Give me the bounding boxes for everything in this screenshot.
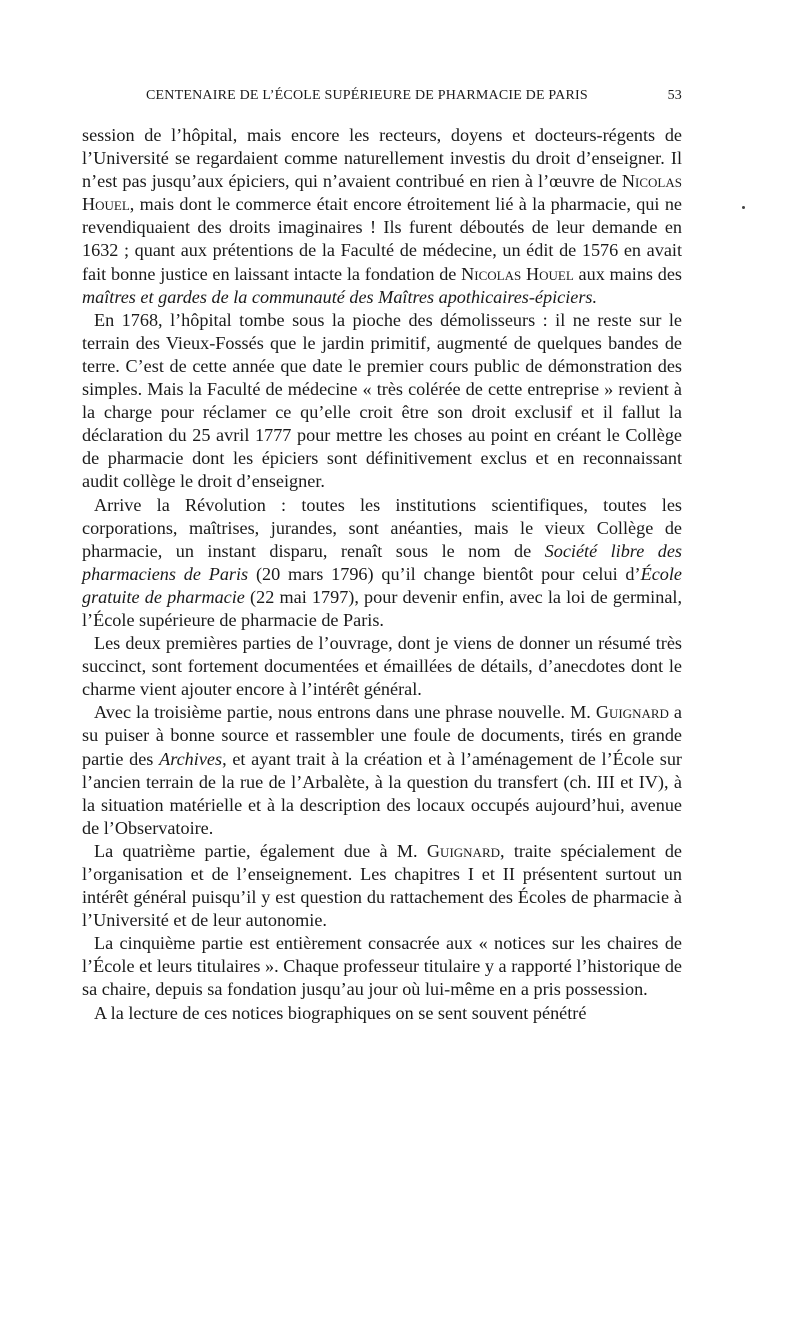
paragraph-2: En 1768, l’hôpital tombe sous la pioche des démolisseurs : il ne reste sur le terrain des Vieux-Fossés que le jardin primitif, augmenté de quelques bandes de terre. C’est de cette année que date le premier cours public de démonstration des simples. Mais la Faculté de médecine « très colérée de cette entreprise » revient à la charge pour réclamer ce qu’elle croit être son droit exclusif et il fallut la déclaration du 25 avril 1777 pour mettre les choses au point en créant le Collège de pharmacie dont les épiciers sont définitivement exclus et en reconnaissant audit collège le droit d’enseigner. — [82, 309, 682, 492]
paragraph-3-text-c: (22 mai 1797), pour devenir enfin, avec la loi de germinal, l’École supérieure de pharmacie de Paris. — [82, 586, 683, 630]
italic-phrase: Archives — [159, 748, 223, 769]
person-name: Guignard — [595, 702, 669, 723]
person-name: Nicolas Houel — [82, 171, 682, 215]
paragraph-1-text-c: aux mains des — [573, 263, 682, 284]
italic-phrase: École gratuite de pharmacie — [82, 563, 682, 607]
person-name: Nicolas Houel — [461, 263, 574, 284]
header-title: CENTENAIRE DE L’ÉCOLE SUPÉRIEURE DE PHARMACIE DE PARIS — [146, 88, 588, 103]
paragraph-8: A la lecture de ces notices biographiques on se sent souvent pénétré — [94, 1002, 587, 1023]
paragraph-6-text-b: , traite spécialement de l’organisation et de l’enseignement. Les chapitres I et II présentent surtout un intérêt général puisqu’il y est question du rattachement des Écoles de pharmacie à l’Université et de leur autonomie. — [82, 840, 682, 931]
paragraph-1-text-b: , mais dont le commerce était encore étroitement lié à la pharmacie, qui ne revendiquaient des droits imaginaires ! Ils furent déboutés de leur demande en 1632 ; quant aux prétentions de la Faculté de médecine, un édit de 1576 en avait fait bonne justice en laissant intacte la fondation de — [82, 194, 682, 284]
paragraph-6-text-a: La quatrième partie, également due à M. — [94, 840, 427, 861]
paragraph-5 — [82, 701, 682, 840]
paragraph-4: Les deux premières parties de l’ouvrage, dont je viens de donner un résumé très succinct, sont fortement documentées et émaillées de détails, d’anecdotes dont le charme vient ajouter encore à l’intérêt général. — [82, 633, 682, 700]
paragraph-7: La cinquième partie est entièrement consacrée aux « notices sur les chaires de l’École et leurs titulaires ». Chaque professeur titulaire y a rapporté l’historique de sa chaire, depuis sa fondation jusqu’au jour où lui-même en a pris possession. — [82, 933, 682, 1000]
italic-phrase: Société libre des pharmaciens de Paris — [82, 540, 682, 584]
running-header — [82, 88, 682, 110]
paragraph-3 — [82, 494, 682, 633]
body-text — [82, 124, 682, 1025]
italic-phrase: maîtres et gardes de la communauté des Maîtres apothicaires-épiciers. — [82, 286, 598, 307]
paragraph-5-text-b: a su puiser à bonne source et rassembler une foule de documents, tirés en grande partie des — [82, 702, 682, 769]
margin-dot — [742, 206, 745, 209]
person-name: Guignard — [426, 840, 500, 861]
paragraph-3-text-a: Arrive la Révolution : toutes les institutions scientifiques, toutes les corporations, maîtrises, jurandes, sont anéanties, mais le vieux Collège de pharmacie, un instant disparu, renaît sous le nom de — [82, 494, 682, 561]
paragraph-5-text-a: Avec la troisième partie, nous entrons dans une phrase nouvelle. M. — [94, 702, 596, 723]
paragraph-6 — [82, 840, 682, 932]
paragraph-1-text-a: session de l’hôpital, mais encore les recteurs, doyens et docteurs-régents de l’Université se regardaient comme naturellement investis du droit d’enseigner. Il n’est pas jusqu’aux épiciers, qui n’avaient contribué en rien à l’œuvre de — [82, 125, 682, 192]
paragraph-5-text-c: , et ayant trait à la création et à l’aménagement de l’École sur l’ancien terrain de la rue de l’Arbalète, à la question du transfert (ch. III et IV), à la situation matérielle et à la description des locaux occupés aujourd’hui, avenue de l’Observatoire. — [82, 748, 682, 838]
page-number: 53 — [667, 88, 682, 103]
paragraph-3-text-b: (20 mars 1796) qu’il change bientôt pour celui d’ — [248, 563, 641, 584]
paragraph-1 — [82, 124, 682, 309]
